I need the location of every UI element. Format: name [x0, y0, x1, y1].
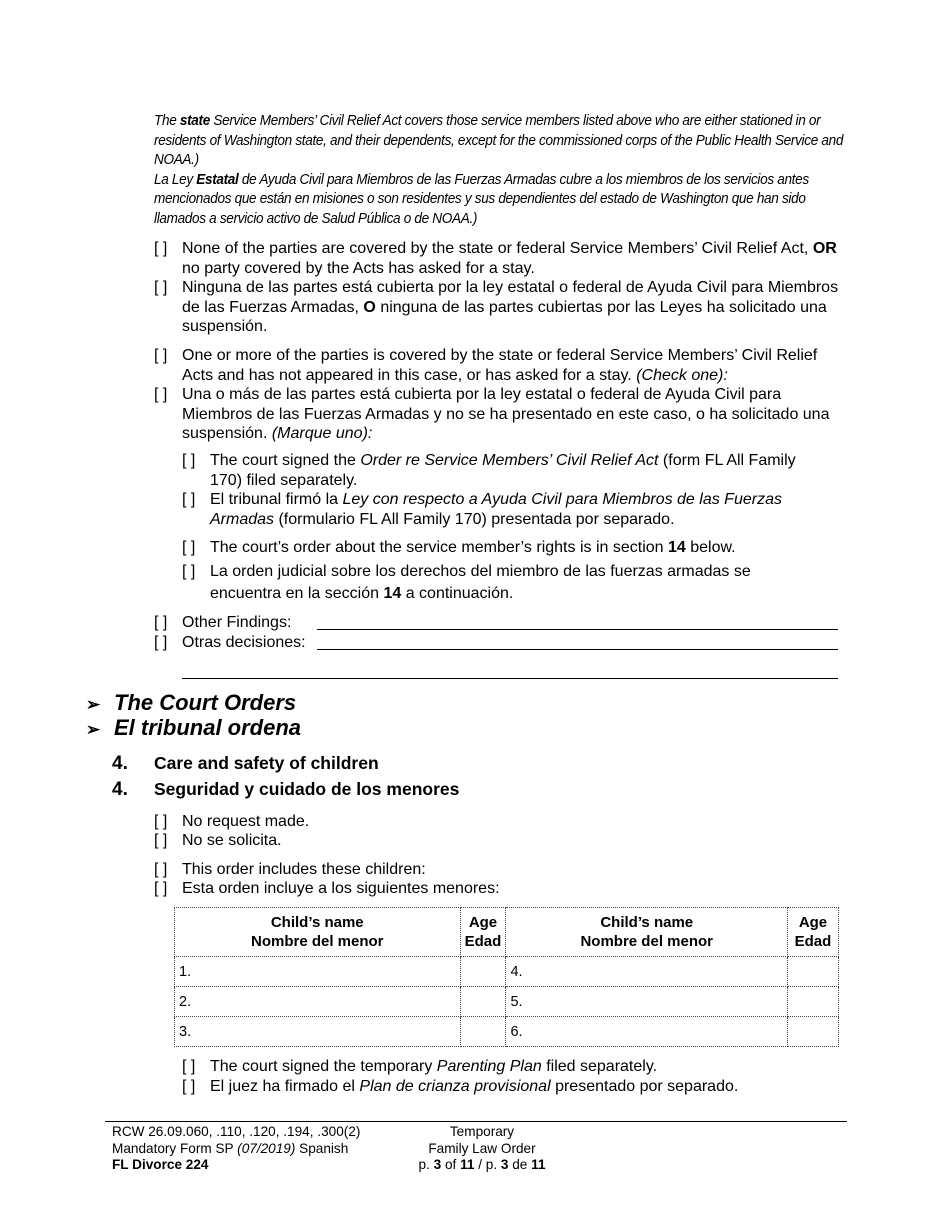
checkbox[interactable]: [ ] [154, 614, 168, 631]
table-header-row [175, 908, 839, 957]
section14-option-en: [ ] The court’s order about the service member’s rights is in section 14 below. [182, 539, 736, 556]
child-age-cell[interactable] [787, 987, 838, 1017]
not-covered-option-es: [ ] Ninguna de las partes está cubierta por la ley estatal o federal de Ayuda Civil para Miembros de las Fuerzas Armadas, O ninguna de las partes cubiertas por las Leyes ha solicitado una suspensión. [154, 279, 839, 335]
findings-extra-line[interactable] [182, 678, 838, 679]
child-age-cell[interactable] [460, 987, 506, 1017]
arrow-bullet-icon: ➢ [86, 720, 101, 739]
checkbox[interactable]: [ ] [182, 452, 196, 469]
child-name-cell[interactable]: 6. [506, 1017, 788, 1047]
table-row [175, 1017, 839, 1047]
children-table [174, 907, 839, 1047]
rcw-citation: RCW 26.09.060, .110, .120, .194, .300(2) [112, 1124, 361, 1139]
checkbox[interactable]: [ ] [154, 861, 168, 878]
court-orders-heading-en: ➢ The Court Orders [86, 690, 296, 718]
child-name-header: Child’s name Nombre del menor [506, 908, 788, 957]
checkbox[interactable]: [ ] [182, 563, 196, 580]
child-age-cell[interactable] [787, 957, 838, 987]
no-request-en: [ ] No request made. [154, 813, 310, 830]
checkbox[interactable]: [ ] [154, 832, 168, 849]
form-designation: Mandatory Form SP (07/2019) Spanish [112, 1140, 349, 1156]
signed-order-option-es: [ ] El tribunal firmó la Ley con respecto a Ayuda Civil para Miembros de las Fuerzas Armadas (formulario FL All Family 170) presentada por separado. [182, 491, 782, 528]
child-name-cell[interactable]: 2. [175, 987, 461, 1017]
child-name-cell[interactable]: 3. [175, 1017, 461, 1047]
intro-note: The state Service Members’ Civil Relief Act covers those service members listed above who are either stationed in or residents of Washington state, and their dependents, except for the commissioned corps of the Public Health Service and NOAA.) La Ley Estatal de Ayuda Civil para Miembros de las Fuerzas Armadas cubre a los miembros de los servicios antes mencionados que están en misiones o son residentes y sus dependientes del estado de Washington que han sido llamados a servicio activo de Salud Pública o de NOAA.) [154, 113, 844, 227]
checkbox[interactable]: [ ] [154, 347, 168, 364]
child-age-cell[interactable] [787, 1017, 838, 1047]
checkbox[interactable]: [ ] [154, 813, 168, 830]
not-covered-option-en: [ ] None of the parties are covered by the state or federal Service Members’ Civil Relief Act, OR no party covered by the Acts has asked for a stay. [154, 240, 837, 277]
age-header: Age Edad [787, 908, 838, 957]
covered-option-es: [ ] Una o más de las partes está cubierta por la ley estatal o federal de Ayuda Civil para Miembros de las Fuerzas Armadas y no se ha presentado en este caso, o ha solicitado una suspensión. (Marque uno): [154, 386, 830, 442]
includes-children-en: [ ] This order includes these children: [154, 861, 426, 878]
child-name-cell[interactable]: 1. [175, 957, 461, 987]
checkbox[interactable]: [ ] [154, 880, 168, 897]
checkbox[interactable]: [ ] [154, 279, 168, 296]
age-header: Age Edad [460, 908, 506, 957]
checkbox[interactable]: [ ] [154, 386, 168, 403]
checkbox[interactable]: [ ] [182, 1078, 196, 1095]
other-findings-en: [ ] Other Findings: [154, 614, 292, 631]
includes-children-es: [ ] Esta orden incluye a los siguientes menores: [154, 880, 500, 897]
covered-option-en: [ ] One or more of the parties is covered by the state or federal Service Members’ Civil Relief Acts and has not appeared in this case, or has asked for a stay. (Check one): [154, 347, 818, 384]
form-title-line1: Temporary [449, 1124, 515, 1139]
checkbox[interactable]: [ ] [182, 539, 196, 556]
form-id: FL Divorce 224 [112, 1157, 209, 1172]
parenting-plan-option-en: [ ] The court signed the temporary Parenting Plan filed separately. [182, 1058, 658, 1075]
child-age-cell[interactable] [460, 1017, 506, 1047]
other-findings-es: [ ] Otras decisiones: [154, 634, 306, 651]
child-name-cell[interactable]: 5. [506, 987, 788, 1017]
child-name-cell[interactable]: 4. [506, 957, 788, 987]
other-decisions-line[interactable] [317, 649, 838, 650]
checkbox[interactable]: [ ] [182, 491, 196, 508]
section4-heading-es: 4. Seguridad y cuidado de los menores [112, 779, 460, 800]
checkbox[interactable]: [ ] [154, 634, 168, 651]
no-request-es: [ ] No se solicita. [154, 832, 282, 849]
footer-center [402, 1124, 562, 1174]
section14-option-es: [ ] La orden judicial sobre los derechos del miembro de las fuerzas armadas se encuentra en la sección 14 a continuación. [182, 563, 751, 602]
signed-order-option-en: [ ] The court signed the Order re Service Members’ Civil Relief Act (form FL All Family 170) filed separately. [182, 452, 796, 489]
checkbox[interactable]: [ ] [154, 240, 168, 257]
arrow-bullet-icon: ➢ [86, 695, 101, 714]
child-age-cell[interactable] [460, 957, 506, 987]
court-orders-heading-es: ➢ El tribunal ordena [86, 715, 301, 743]
footer-left [112, 1124, 360, 1174]
table-row [175, 957, 839, 987]
other-findings-line[interactable] [317, 629, 838, 630]
section4-heading-en: 4. Care and safety of children [112, 753, 379, 774]
parenting-plan-option-es: [ ] El juez ha firmado el Plan de crianza provisional presentado por separado. [182, 1078, 739, 1095]
form-title-line2: Family Law Order [428, 1140, 536, 1156]
page-number: p. 3 of 11 / p. 3 de 11 [418, 1157, 546, 1172]
checkbox[interactable]: [ ] [182, 1058, 196, 1075]
table-row [175, 987, 839, 1017]
footer-rule [105, 1121, 847, 1122]
child-name-header: Child’s name Nombre del menor [175, 908, 461, 957]
